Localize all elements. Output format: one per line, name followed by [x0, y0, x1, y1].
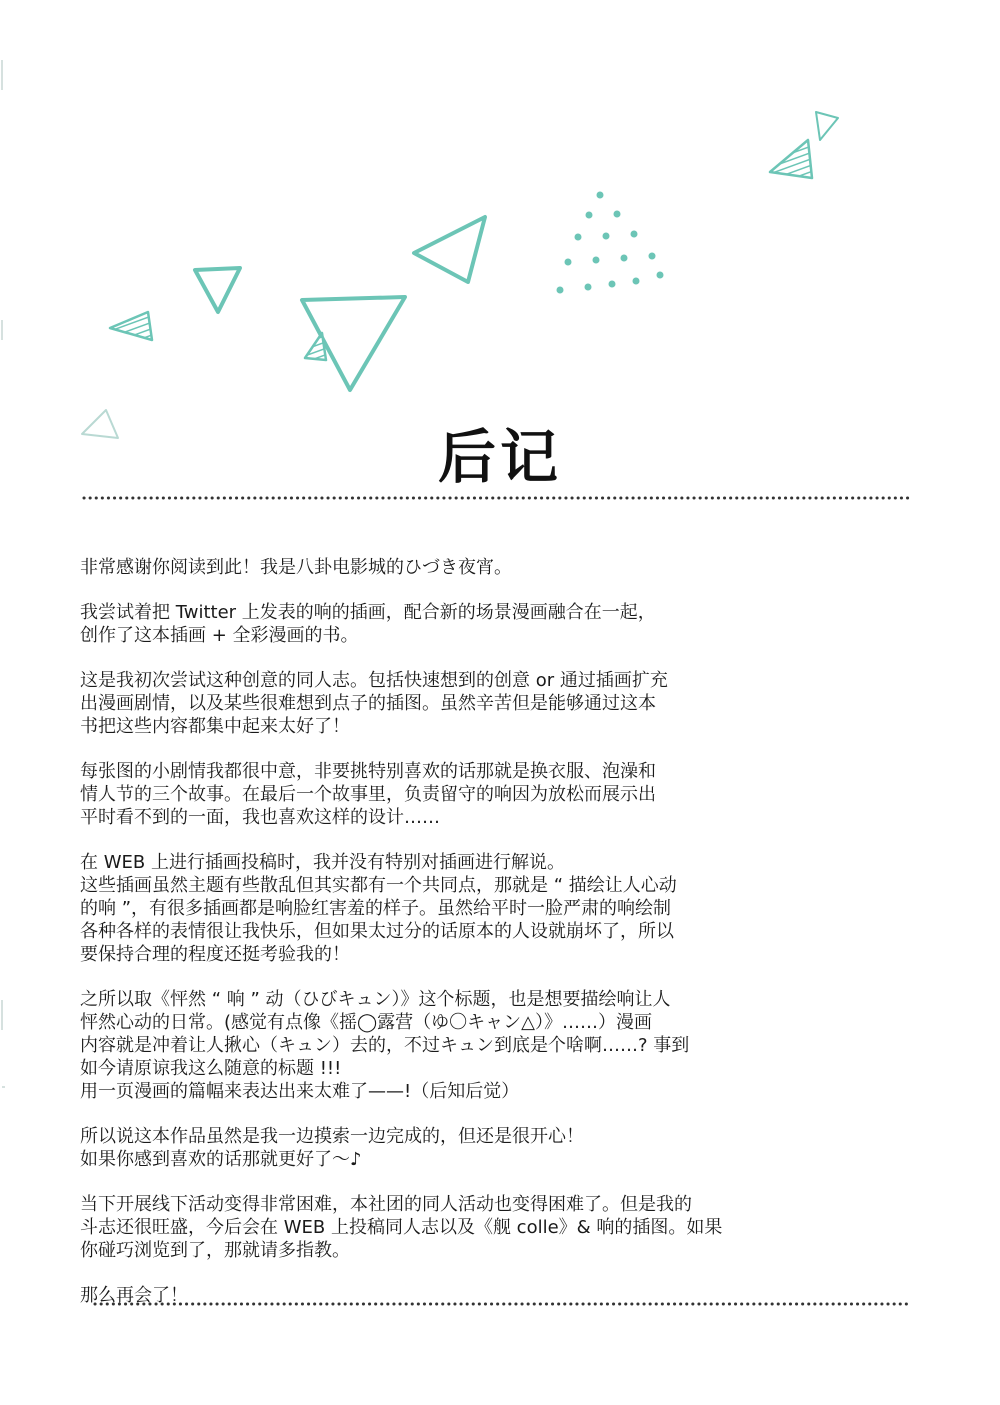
text-line: 内容就是冲着让人揪心（キュン）去的，不过キュン到底是个啥啊……? 事到: [80, 1035, 690, 1056]
paragraph: [80, 1284, 930, 1307]
page-title: 后记: [437, 423, 562, 491]
striped-triangle-center: [305, 333, 326, 360]
text-line: 那么再会了！: [80, 1285, 188, 1306]
text-line: 平时看不到的一面，我也喜欢这样的设计……: [80, 807, 440, 828]
text-line: 你碰巧浏览到了，那就请多指教。: [80, 1240, 350, 1261]
text-line: 情人节的三个故事。在最后一个故事里，负责留守的响因为放松而展示出: [80, 784, 656, 805]
striped-triangle-top-right: [770, 140, 812, 178]
text-line: 怦然心动的日常。(感觉有点像《摇◯露营（ゆ〇キャン△）》……）漫画: [80, 1012, 653, 1033]
afterword-body: [80, 556, 930, 1329]
text-line: 出漫画剧情，以及某些很难想到点子的插图。虽然辛苦但是能够通过这本: [80, 693, 656, 714]
dot-triangle: [557, 192, 664, 294]
text-line: 创作了这本插画 + 全彩漫画的书。: [80, 625, 359, 646]
left-edge-marks: [2, 60, 5, 1087]
paragraph: [80, 669, 930, 738]
text-line: 所以说这本作品虽然是我一边摸索一边完成的，但还是很开心！: [80, 1126, 584, 1147]
paragraph: [80, 1193, 930, 1262]
paragraph: [80, 556, 930, 579]
text-line: 的响 ”，有很多插画都是响脸红害羞的样子。虽然给平时一脸严肃的响绘制: [80, 898, 672, 919]
text-line: 如果你感到喜欢的话那就更好了～♪: [80, 1149, 362, 1170]
paragraph: [80, 988, 930, 1103]
paragraph: [80, 851, 930, 966]
text-line: 之所以取《怦然 “ 响 ” 动（ひびキュン）》这个标题，也是想要描绘响让人: [80, 989, 671, 1010]
text-line: 这些插画虽然主题有些散乱但其实都有一个共同点，那就是 “ 描绘让人心动: [80, 875, 677, 896]
text-line: 我尝试着把 Twitter 上发表的响的插画，配合新的场景漫画融合在一起，: [80, 602, 656, 623]
small-outline-triangle-top-right: [816, 112, 838, 140]
striped-triangle-left: [110, 312, 152, 340]
left-outline-triangle: [195, 268, 240, 312]
paragraph: [80, 760, 930, 829]
text-line: 各种各样的表情很让我快乐，但如果太过分的话原本的人设就崩坏了，所以: [80, 921, 674, 942]
text-line: 当下开展线下活动变得非常困难，本社团的同人活动也变得困难了。但是我的: [80, 1194, 692, 1215]
text-line: 要保持合理的程度还挺考验我的！: [80, 944, 350, 965]
text-line: 每张图的小剧情我都很中意，非要挑特别喜欢的话那就是换衣服、泡澡和: [80, 761, 656, 782]
text-line: 用一页漫画的篇幅来表达出来太难了——!（后知后觉）: [80, 1081, 520, 1102]
medium-outline-triangle: [414, 217, 485, 282]
text-line: 非常感谢你阅读到此！我是八卦电影城的ひづき夜宵。: [80, 557, 512, 578]
text-line: 书把这些内容都集中起来太好了！: [80, 716, 350, 737]
text-line: 这是我初次尝试这种创意的同人志。包括快速想到的创意 or 通过插画扩充: [80, 670, 668, 691]
paragraph: [80, 601, 930, 647]
text-line: 在 WEB 上进行插画投稿时，我并没有特别对插画进行解说。: [80, 852, 565, 873]
text-line: 如今请原谅我这么随意的标题 !!!: [80, 1058, 342, 1079]
paragraph: [80, 1125, 930, 1171]
text-line: 斗志还很旺盛，今后会在 WEB 上投稿同人志以及《舰 colle》& 响的插图。如果: [80, 1217, 723, 1238]
